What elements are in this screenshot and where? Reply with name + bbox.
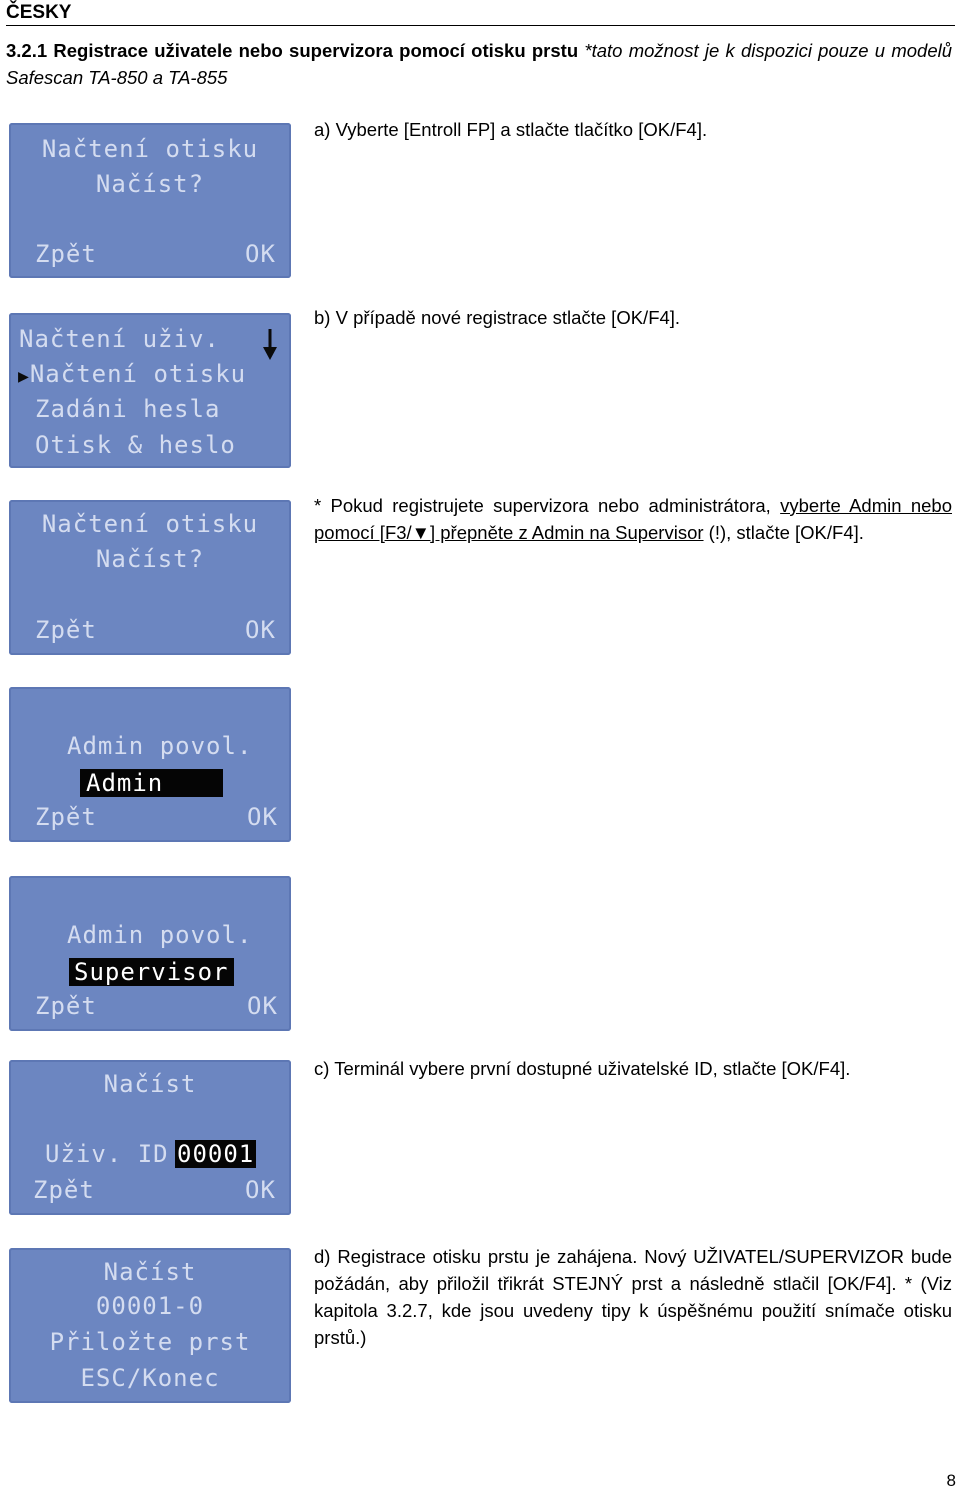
- lcd-screen-enroll-fp: [9, 123, 291, 278]
- lcd-selected-role: Supervisor: [69, 958, 234, 986]
- step-b-text: b) V případě nové registrace stlačte [OK/F4].: [314, 307, 681, 328]
- language-header: ČESKY: [6, 2, 72, 23]
- step-star-text: [314, 492, 952, 546]
- star-note-underlined: vyberte Admin nebo pomocí [F3/▼] přepněte z Admin na Supervisor: [314, 495, 952, 543]
- lcd-line: Načíst: [103, 1258, 197, 1286]
- section-note: *tato možnost je k dispozici pouze u modelů Safescan TA-850 a TA-855: [6, 40, 953, 88]
- lcd-back-label: Zpět: [35, 240, 97, 268]
- lcd-back-label: Zpět: [35, 616, 97, 644]
- lcd-screen-enroll-fp-confirm: [9, 500, 291, 655]
- lcd-line: Načtení uživ.: [19, 325, 220, 353]
- lcd-line: Načíst: [103, 1070, 197, 1098]
- lcd-screen-supervisor-select: [9, 876, 291, 1031]
- lcd-user-id-value: 00001: [177, 1140, 255, 1168]
- star-note-end: (!), stlačte [OK/F4].: [703, 522, 864, 543]
- step-d-text: d) Registrace otisku prstu je zahájena. Nový UŽIVATEL/SUPERVIZOR bude požádán, aby přiložil třikrát STEJNÝ prst a následně stlačil [OK/F4]. * (Viz kapitola 3.2.7, kde jsou uvedeny tipy k úspěšnému použití snímače otisku prstů.): [314, 1246, 952, 1348]
- header-divider: [6, 25, 955, 26]
- step-c-text: c) Terminál vybere první dostupné uživatelské ID, stlačte [OK/F4].: [314, 1058, 851, 1079]
- lcd-line: Načtení otisku: [41, 510, 259, 538]
- lcd-line: Přiložte prst: [49, 1328, 251, 1356]
- scroll-down-arrow-icon: [262, 329, 278, 361]
- lcd-menu-item: Zadáni hesla: [35, 395, 221, 423]
- lcd-ok-label: OK: [245, 1176, 276, 1204]
- lcd-screen-place-finger: [9, 1248, 291, 1403]
- lcd-back-label: Zpět: [33, 1176, 95, 1204]
- star-note-intro: * Pokud registrujete supervizora nebo administrátora,: [314, 495, 781, 516]
- lcd-screen-user-id: [9, 1060, 291, 1215]
- lcd-line: Admin povol.: [67, 732, 253, 760]
- lcd-menu-item-selected: [18, 360, 246, 391]
- lcd-line: Načtení otisku: [41, 135, 259, 163]
- section-number-title: 3.2.1 Registrace uživatele nebo supervizora pomocí otisku prstu: [6, 40, 579, 61]
- step-a-text: a) Vyberte [Entroll FP] a stlačte tlačítko [OK/F4].: [314, 119, 708, 140]
- lcd-user-id-label: Uživ. ID: [45, 1140, 169, 1168]
- lcd-back-label: Zpět: [35, 992, 97, 1020]
- lcd-ok-label: OK: [245, 616, 276, 644]
- lcd-screen-enroll-menu: [9, 313, 291, 468]
- lcd-line: Načíst?: [95, 170, 205, 198]
- lcd-ok-label: OK: [245, 240, 276, 268]
- lcd-ok-label: OK: [247, 803, 278, 831]
- lcd-menu-item: Otisk & heslo: [35, 431, 236, 459]
- lcd-menu-item-label: Načtení otisku: [29, 360, 247, 388]
- menu-pointer-icon: ▶: [18, 366, 30, 387]
- lcd-screen-admin-select: [9, 687, 291, 842]
- page-number: 8: [946, 1471, 956, 1490]
- lcd-line: Admin povol.: [67, 921, 253, 949]
- lcd-ok-label: OK: [247, 992, 278, 1020]
- lcd-line: Načíst?: [95, 545, 205, 573]
- lcd-line: ESC/Konec: [80, 1364, 220, 1392]
- section-title: [6, 37, 952, 91]
- lcd-line: 00001-0: [95, 1292, 205, 1320]
- lcd-back-label: Zpět: [35, 803, 97, 831]
- lcd-selected-role: Admin: [80, 769, 223, 797]
